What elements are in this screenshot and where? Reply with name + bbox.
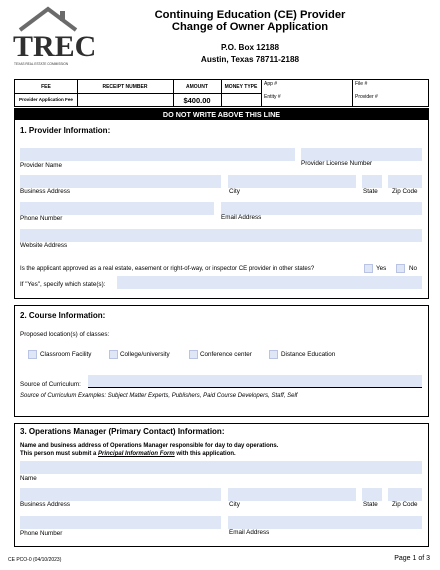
proposed-locations-label: Proposed location(s) of classes:: [20, 331, 110, 338]
om-zip-code-label: Zip Code: [392, 501, 418, 508]
form-title-line2: Change of Owner Application: [171, 21, 329, 33]
logo-text: TREC: [13, 30, 97, 63]
fee-amount: $400.00: [183, 96, 211, 105]
money-type-header: MONEY TYPE: [224, 84, 258, 90]
college-university-label: College/university: [120, 351, 170, 358]
receipt-number-header: RECEIPT NUMBER: [102, 84, 148, 90]
provider-name-field[interactable]: [20, 148, 295, 161]
curriculum-examples-text: Source of Curriculum Examples: Subject Matter Experts, Publishers, Paid Course Developers, Staff, Self: [20, 393, 298, 399]
trec-logo: [8, 6, 97, 68]
amount-header: AMOUNT: [186, 84, 208, 90]
om-email-address-field[interactable]: [228, 516, 422, 529]
om-name-field[interactable]: [20, 461, 422, 474]
business-address-field[interactable]: [20, 175, 221, 188]
provider-license-number-label: Provider License Number: [301, 160, 373, 167]
distance-education-checkbox[interactable]: [269, 350, 278, 359]
om-name-label: Name: [20, 475, 37, 482]
business-address-label: Business Address: [20, 188, 71, 195]
phone-number-field[interactable]: [20, 202, 214, 215]
operations-manager-instructions: Name and business address of Operations Manager responsible for day to day operations.: [20, 443, 279, 449]
college-university-checkbox[interactable]: [109, 350, 118, 359]
mailing-address-line2: Austin, Texas 78711-2188: [200, 55, 300, 64]
source-of-curriculum-field[interactable]: [88, 375, 422, 388]
classroom-facility-label: Classroom Facility: [40, 351, 92, 358]
principal-information-form-link[interactable]: Principal Information Form: [98, 451, 175, 457]
city-field[interactable]: [228, 175, 356, 188]
form-identifier: CE PCO-0 (04/10/2023): [8, 557, 62, 563]
form-title-line1: Continuing Education (CE) Provider: [154, 9, 346, 21]
section2-box: [14, 305, 429, 417]
om-zip-code-field[interactable]: [388, 488, 422, 501]
conference-center-label: Conference center: [200, 351, 252, 358]
state-field[interactable]: [362, 175, 382, 188]
provider-name-label: Provider Name: [20, 162, 62, 169]
other-states-yes-label: Yes: [376, 265, 387, 272]
instr-pre: This person must submit a: [20, 451, 99, 457]
file-number-label: File #: [355, 81, 368, 87]
provider-number-label: Provider #: [355, 94, 378, 100]
om-state-field[interactable]: [362, 488, 382, 501]
fee-header: FEE: [41, 84, 51, 90]
zip-code-label: Zip Code: [392, 188, 418, 195]
fee-table: [14, 79, 429, 107]
principal-form-instructions: [20, 451, 236, 457]
section3-title: 3. Operations Manager (Primary Contact) Information:: [20, 427, 225, 436]
section1-title: 1. Provider Information:: [20, 126, 111, 135]
specify-states-field[interactable]: [117, 276, 422, 289]
phone-number-label: Phone Number: [20, 215, 63, 222]
zip-code-field[interactable]: [388, 175, 422, 188]
om-city-field[interactable]: [228, 488, 356, 501]
email-address-label: Email Address: [221, 214, 262, 221]
om-state-label: State: [363, 501, 378, 508]
provider-application-fee-label: Provider Application Fee: [19, 97, 73, 102]
mailing-address-line1: P.O. Box 12188: [220, 43, 280, 52]
do-not-write-banner: [14, 108, 429, 120]
om-business-address-field[interactable]: [20, 488, 221, 501]
website-address-field[interactable]: [20, 229, 422, 242]
other-states-no-checkbox[interactable]: [396, 264, 405, 273]
website-address-label: Website Address: [20, 242, 68, 249]
logo-subtitle: TEXAS REAL ESTATE COMMISSION: [14, 62, 69, 66]
om-business-address-label: Business Address: [20, 501, 71, 508]
other-states-question: Is the applicant approved as a real estate, easement or right-of-way, or inspector CE provider in other states?: [20, 265, 315, 272]
other-states-no-label: No: [409, 265, 418, 272]
banner-text: DO NOT WRITE ABOVE THIS LINE: [162, 110, 281, 119]
om-phone-number-field[interactable]: [20, 516, 221, 529]
specify-states-label: If "Yes", specify which state(s):: [20, 281, 106, 288]
om-city-label: City: [229, 501, 240, 508]
source-of-curriculum-label: Source of Curriculum:: [20, 381, 81, 388]
other-states-yes-checkbox[interactable]: [364, 264, 373, 273]
classroom-facility-checkbox[interactable]: [28, 350, 37, 359]
state-label: State: [363, 188, 378, 195]
conference-center-checkbox[interactable]: [189, 350, 198, 359]
section2-title: 2. Course Information:: [20, 311, 106, 320]
distance-education-label: Distance Education: [281, 351, 336, 358]
om-email-address-label: Email Address: [229, 529, 270, 536]
om-phone-number-label: Phone Number: [20, 530, 63, 537]
house-roof-icon: [18, 6, 78, 32]
city-label: City: [229, 188, 240, 195]
page-number: Page 1 of 3: [394, 555, 430, 562]
entity-number-label: Entity #: [264, 94, 281, 100]
instr-post: with this application.: [174, 451, 236, 457]
app-number-label: App #: [264, 81, 278, 87]
